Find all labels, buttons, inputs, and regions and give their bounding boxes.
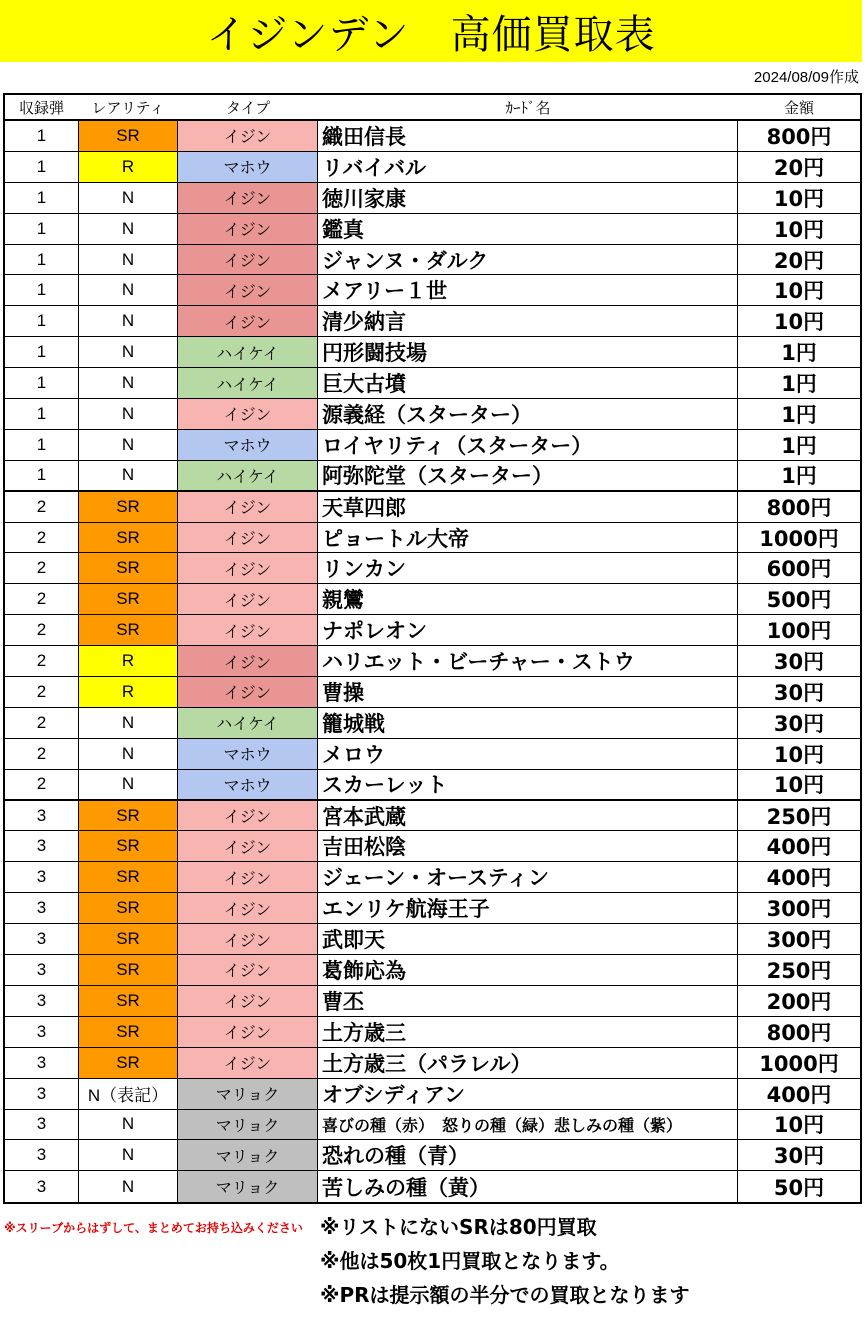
table-row [5, 152, 860, 183]
cell-type: イジン [178, 523, 318, 553]
cell-price: 100円 [766, 619, 832, 644]
cell-card-name: ハリエット・ビーチャー・ストウ [318, 646, 738, 676]
table-row [5, 306, 860, 337]
table-row [5, 831, 860, 862]
table-row [5, 275, 860, 306]
cell-price: 1円 [781, 402, 817, 427]
cell-set: 3 [36, 959, 47, 979]
created-date: 2024/08/09作成 [753, 69, 859, 86]
cell-rarity: SR [78, 801, 178, 831]
cell-card-name: メロウ [318, 739, 738, 769]
table-row [5, 461, 860, 492]
cell-rarity: SR [78, 615, 178, 645]
cell-price: 600円 [766, 557, 832, 582]
cell-rarity: N [78, 708, 178, 738]
cell-set: 2 [36, 558, 47, 578]
table-row [5, 430, 860, 461]
cell-card-name: 吉田松陰 [318, 831, 738, 861]
cell-rarity: N [78, 1110, 178, 1140]
table-row [5, 862, 860, 893]
cell-type: イジン [178, 275, 318, 305]
footer-notes [320, 1210, 690, 1312]
title-banner [0, 0, 862, 62]
cell-price: 50円 [773, 1175, 825, 1200]
cell-type: イジン [178, 584, 318, 614]
price-table [3, 93, 862, 1204]
cell-card-name: 徳川家康 [318, 183, 738, 213]
cell-card-name: 土方歳三（パラレル） [318, 1048, 738, 1078]
cell-price: 30円 [773, 680, 825, 705]
cell-type: ハイケイ [178, 368, 318, 398]
cell-set: 1 [36, 373, 47, 393]
table-row [5, 1079, 860, 1110]
table-row [5, 1017, 860, 1048]
cell-type: ハイケイ [178, 337, 318, 367]
footer-note: ※他は50枚1円買取となります。 [320, 1249, 620, 1273]
cell-type: イジン [178, 646, 318, 676]
cell-price: 300円 [766, 897, 832, 922]
cell-card-name: 曹操 [318, 677, 738, 707]
cell-set: 3 [36, 867, 47, 887]
cell-card-name: 円形闘技場 [318, 337, 738, 367]
cell-card-name: 喜びの種（赤） 怒りの種（緑）悲しみの種（紫） [318, 1110, 738, 1140]
cell-card-name: 恐れの種（青） [318, 1140, 738, 1170]
cell-card-name: オブシディアン [318, 1079, 738, 1109]
cell-set: 1 [36, 156, 47, 176]
cell-type: イジン [178, 492, 318, 522]
cell-type: イジン [178, 924, 318, 954]
cell-card-name: メアリー１世 [318, 275, 738, 305]
cell-price: 1円 [781, 372, 817, 397]
cell-rarity: SR [78, 862, 178, 892]
header-rarity: レアリティ [91, 98, 165, 117]
cell-price: 10円 [773, 279, 825, 304]
cell-set: 1 [36, 311, 47, 331]
cell-set: 2 [36, 527, 47, 547]
cell-price: 400円 [766, 1082, 832, 1107]
table-row [5, 492, 860, 523]
cell-rarity: R [78, 152, 178, 182]
cell-set: 3 [36, 898, 47, 918]
cell-rarity: N [78, 770, 178, 799]
table-row [5, 615, 860, 646]
cell-card-name: ナポレオン [318, 615, 738, 645]
cell-card-name: 阿弥陀堂（スターター） [318, 461, 738, 490]
cell-rarity: N [78, 739, 178, 769]
cell-rarity: N [78, 306, 178, 336]
cell-rarity: N [78, 183, 178, 213]
cell-set: 3 [36, 1114, 47, 1134]
cell-price: 800円 [766, 1020, 832, 1045]
table-row [5, 121, 860, 152]
cell-rarity: SR [78, 492, 178, 522]
cell-card-name: 曹丕 [318, 986, 738, 1016]
page-title: イジンデン 高価買取表 [206, 11, 656, 58]
footer-note: ※リストにないSRは80円買取 [320, 1215, 597, 1239]
cell-type: イジン [178, 245, 318, 275]
cell-price: 10円 [773, 186, 825, 211]
cell-card-name: エンリケ航海王子 [318, 893, 738, 923]
cell-rarity: SR [78, 924, 178, 954]
table-row [5, 1140, 860, 1171]
cell-price: 10円 [773, 310, 825, 335]
table-row [5, 523, 860, 554]
cell-rarity: N [78, 461, 178, 490]
cell-card-name: 親鸞 [318, 584, 738, 614]
cell-type: マホウ [178, 152, 318, 182]
cell-set: 3 [36, 1021, 47, 1041]
cell-card-name: ピョートル大帝 [318, 523, 738, 553]
cell-card-name: 巨大古墳 [318, 368, 738, 398]
cell-rarity: SR [78, 893, 178, 923]
cell-set: 2 [36, 774, 47, 794]
footer-note: ※PRは提示額の半分での買取となります [320, 1283, 690, 1307]
cell-set: 2 [36, 681, 47, 701]
cell-card-name: リンカン [318, 553, 738, 583]
cell-price: 800円 [766, 495, 832, 520]
table-row [5, 183, 860, 214]
cell-rarity: N [78, 368, 178, 398]
cell-type: マリョク [178, 1171, 318, 1202]
table-row [5, 986, 860, 1017]
cell-type: イジン [178, 677, 318, 707]
cell-type: イジン [178, 801, 318, 831]
cell-price: 10円 [773, 217, 825, 242]
cell-rarity: SR [78, 523, 178, 553]
cell-set: 1 [36, 249, 47, 269]
cell-set: 3 [36, 990, 47, 1010]
cell-rarity: N（表記） [78, 1079, 178, 1109]
table-row [5, 677, 860, 708]
table-row [5, 368, 860, 399]
cell-type: マホウ [178, 739, 318, 769]
table-row [5, 770, 860, 801]
cell-type: イジン [178, 399, 318, 429]
cell-set: 2 [36, 712, 47, 732]
cell-type: イジン [178, 183, 318, 213]
cell-rarity: N [78, 430, 178, 460]
cell-price: 1000円 [759, 526, 839, 551]
table-row [5, 739, 860, 770]
cell-price: 300円 [766, 928, 832, 953]
cell-price: 30円 [773, 1144, 825, 1169]
cell-card-name: 宮本武蔵 [318, 801, 738, 831]
cell-price: 10円 [773, 1113, 825, 1138]
cell-set: 3 [36, 929, 47, 949]
cell-card-name: 清少納言 [318, 306, 738, 336]
cell-rarity: N [78, 399, 178, 429]
cell-type: イジン [178, 1017, 318, 1047]
cell-card-name: 苦しみの種（黄） [318, 1171, 738, 1202]
cell-rarity: SR [78, 584, 178, 614]
cell-set: 1 [36, 125, 47, 145]
cell-type: イジン [178, 955, 318, 985]
cell-type: マリョク [178, 1110, 318, 1140]
cell-price: 30円 [773, 650, 825, 675]
cell-set: 3 [36, 1052, 47, 1072]
cell-set: 1 [36, 465, 47, 485]
table-row [5, 553, 860, 584]
cell-type: マリョク [178, 1140, 318, 1170]
cell-card-name: 織田信長 [318, 121, 738, 151]
cell-rarity: R [78, 646, 178, 676]
table-row [5, 708, 860, 739]
cell-price: 400円 [766, 866, 832, 891]
cell-set: 1 [36, 403, 47, 423]
cell-price: 10円 [773, 773, 825, 798]
cell-type: イジン [178, 862, 318, 892]
cell-set: 3 [36, 836, 47, 856]
cell-set: 1 [36, 280, 47, 300]
cell-set: 2 [36, 496, 47, 516]
table-row [5, 337, 860, 368]
header-set: 収録弾 [18, 98, 64, 117]
cell-set: 1 [36, 342, 47, 362]
cell-card-name: 葛飾応為 [318, 955, 738, 985]
cell-rarity: SR [78, 121, 178, 151]
cell-set: 1 [36, 434, 47, 454]
table-row [5, 245, 860, 276]
cell-type: マリョク [178, 1079, 318, 1109]
sleeve-note: ※スリーブからはずして、まとめてお持ち込みください [4, 1221, 303, 1235]
table-row [5, 214, 860, 245]
cell-price: 1円 [781, 464, 817, 489]
cell-rarity: N [78, 337, 178, 367]
table-row [5, 1048, 860, 1079]
cell-set: 1 [36, 187, 47, 207]
cell-type: イジン [178, 893, 318, 923]
cell-price: 250円 [766, 959, 832, 983]
cell-price: 20円 [773, 155, 825, 180]
cell-type: マホウ [178, 430, 318, 460]
cell-set: 1 [36, 218, 47, 238]
table-row [5, 584, 860, 615]
header-price: 金額 [783, 98, 814, 117]
cell-type: イジン [178, 831, 318, 861]
cell-rarity: SR [78, 1048, 178, 1078]
cell-card-name: ジャンヌ・ダルク [318, 245, 738, 275]
cell-rarity: N [78, 245, 178, 275]
cell-card-name: ジェーン・オースティン [318, 862, 738, 892]
cell-card-name: 籠城戦 [318, 708, 738, 738]
table-row [5, 1110, 860, 1141]
cell-set: 3 [36, 1145, 47, 1165]
table-row [5, 924, 860, 955]
table-row [5, 801, 860, 832]
cell-set: 3 [36, 1083, 47, 1103]
cell-set: 2 [36, 651, 47, 671]
cell-card-name: スカーレット [318, 770, 738, 799]
cell-type: イジン [178, 121, 318, 151]
cell-price: 20円 [773, 248, 825, 273]
header-card-name: ｶｰﾄﾞ名 [505, 98, 551, 117]
cell-rarity: R [78, 677, 178, 707]
cell-type: ハイケイ [178, 461, 318, 490]
cell-rarity: SR [78, 831, 178, 861]
header-type: タイプ [225, 98, 271, 117]
table-header [5, 95, 860, 121]
cell-set: 2 [36, 620, 47, 640]
cell-rarity: SR [78, 986, 178, 1016]
cell-rarity: N [78, 1140, 178, 1170]
cell-price: 10円 [773, 742, 825, 767]
cell-card-name: 土方歳三 [318, 1017, 738, 1047]
cell-set: 2 [36, 743, 47, 763]
cell-type: イジン [178, 306, 318, 336]
cell-price: 1円 [781, 433, 817, 458]
cell-card-name: 源義経（スターター） [318, 399, 738, 429]
cell-type: マホウ [178, 770, 318, 799]
cell-rarity: SR [78, 553, 178, 583]
cell-price: 800円 [766, 124, 832, 149]
table-row [5, 1171, 860, 1202]
cell-set: 2 [36, 589, 47, 609]
cell-card-name: 鑑真 [318, 214, 738, 244]
cell-card-name: 武即天 [318, 924, 738, 954]
cell-price: 1000円 [759, 1051, 839, 1076]
table-row [5, 955, 860, 986]
cell-type: イジン [178, 553, 318, 583]
cell-type: イジン [178, 615, 318, 645]
table-row [5, 893, 860, 924]
cell-set: 3 [36, 805, 47, 825]
cell-type: イジン [178, 214, 318, 244]
cell-set: 3 [36, 1176, 47, 1196]
cell-type: イジン [178, 1048, 318, 1078]
cell-price: 250円 [766, 804, 832, 829]
cell-rarity: SR [78, 1017, 178, 1047]
cell-rarity: N [78, 214, 178, 244]
cell-rarity: N [78, 1171, 178, 1202]
cell-price: 1円 [781, 341, 817, 366]
cell-price: 500円 [766, 588, 832, 613]
cell-price: 200円 [766, 989, 832, 1014]
cell-type: ハイケイ [178, 708, 318, 738]
cell-rarity: SR [78, 955, 178, 985]
table-body [5, 121, 860, 1202]
cell-card-name: リバイバル [318, 152, 738, 182]
cell-rarity: N [78, 275, 178, 305]
cell-type: イジン [178, 986, 318, 1016]
cell-card-name: 天草四郎 [318, 492, 738, 522]
table-row [5, 399, 860, 430]
cell-card-name: ロイヤリティ（スターター） [318, 430, 738, 460]
cell-price: 400円 [766, 835, 832, 860]
cell-price: 30円 [773, 711, 825, 736]
table-row [5, 646, 860, 677]
